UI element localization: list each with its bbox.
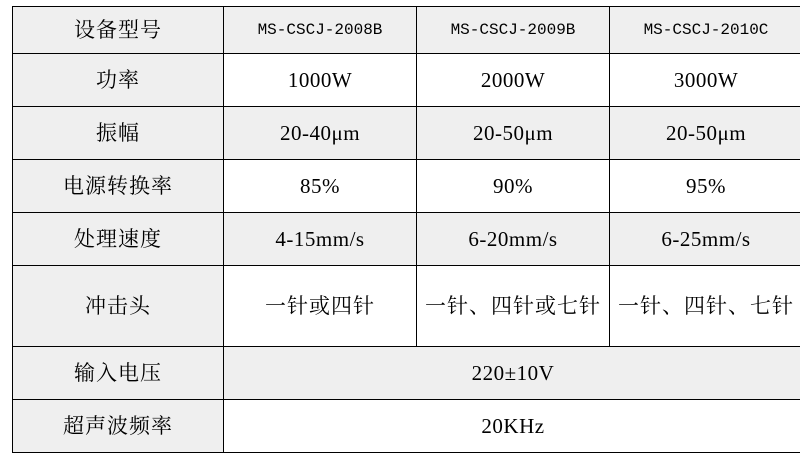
table-cell: MS-CSCJ-2010C — [610, 7, 800, 54]
table-cell-merged: 220±10V — [224, 347, 800, 400]
table-row — [13, 213, 800, 266]
row-label: 设备型号 — [13, 7, 224, 54]
table-cell: 20-40μm — [224, 107, 417, 160]
row-label: 功率 — [13, 54, 224, 107]
table-cell: 85% — [224, 160, 417, 213]
table-row — [13, 400, 800, 453]
row-label: 输入电压 — [13, 347, 224, 400]
table-body — [13, 7, 800, 453]
specifications-table — [12, 6, 800, 453]
row-label: 电源转换率 — [13, 160, 224, 213]
table-row — [13, 347, 800, 400]
table-cell: 2000W — [417, 54, 610, 107]
table-cell: 95% — [610, 160, 800, 213]
table-cell: 一针、四针或七针 — [417, 266, 610, 347]
table-cell: 一针或四针 — [224, 266, 417, 347]
table-cell: 4-15mm/s — [224, 213, 417, 266]
row-label: 冲击头 — [13, 266, 224, 347]
row-label: 超声波频率 — [13, 400, 224, 453]
table-cell: 1000W — [224, 54, 417, 107]
table-cell: 20-50μm — [610, 107, 800, 160]
row-label: 振幅 — [13, 107, 224, 160]
table-row — [13, 54, 800, 107]
table-row — [13, 107, 800, 160]
table-row — [13, 266, 800, 347]
table-cell: 6-20mm/s — [417, 213, 610, 266]
table-cell: 6-25mm/s — [610, 213, 800, 266]
table-cell: 一针、四针、七针 — [610, 266, 800, 347]
table-cell: MS-CSCJ-2009B — [417, 7, 610, 54]
table-cell: MS-CSCJ-2008B — [224, 7, 417, 54]
table-row — [13, 160, 800, 213]
row-label: 处理速度 — [13, 213, 224, 266]
table-cell: 90% — [417, 160, 610, 213]
table-cell-merged: 20KHz — [224, 400, 800, 453]
table-row — [13, 7, 800, 54]
table-cell: 20-50μm — [417, 107, 610, 160]
table-cell: 3000W — [610, 54, 800, 107]
